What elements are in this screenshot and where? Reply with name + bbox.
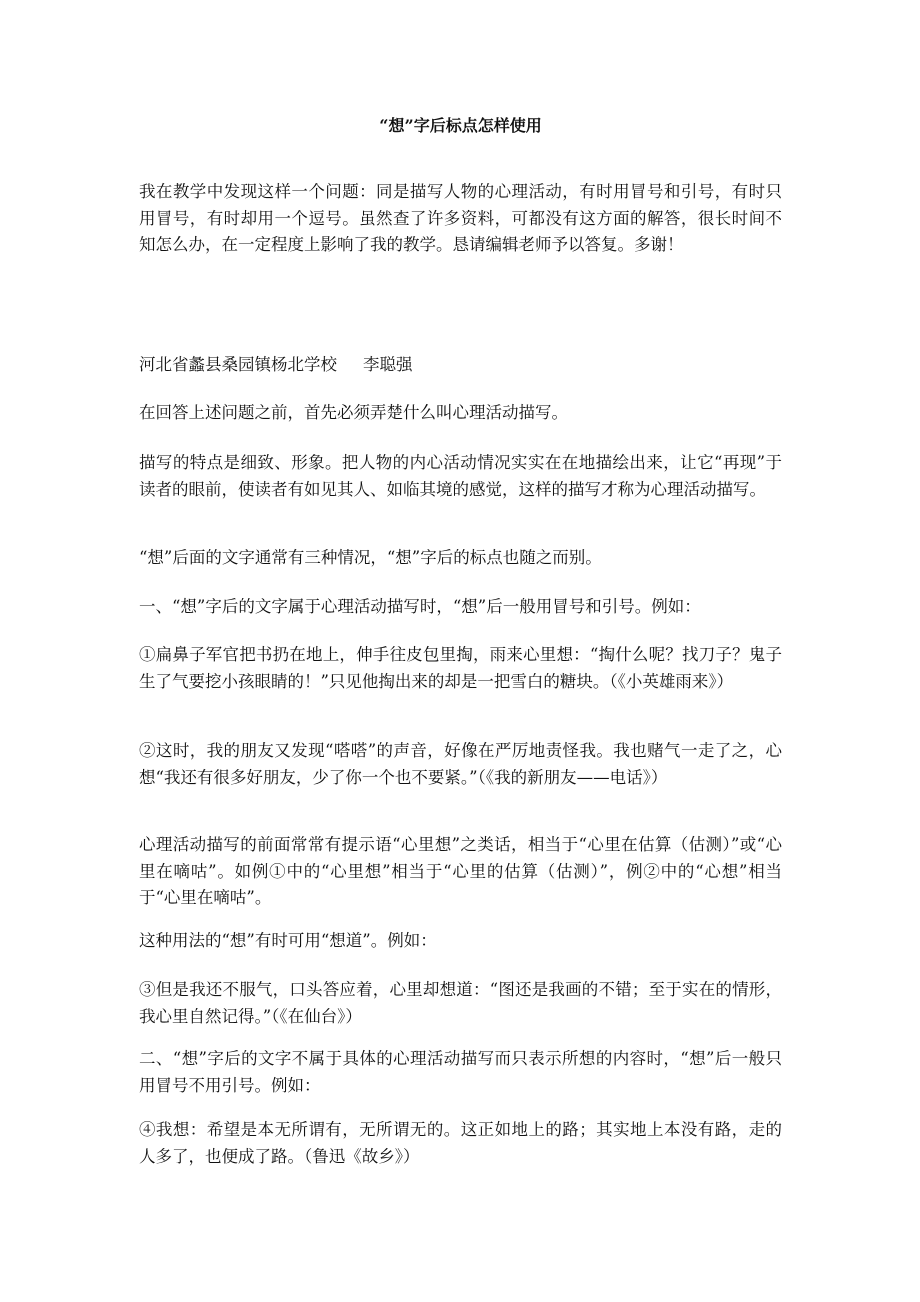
example-4: ④我想：希望是本无所谓有，无所谓无的。这正如地上的路；其实地上本没有路，走的人多了，也便成了路。（鲁迅《故乡》）	[139, 1120, 782, 1166]
author-name: 李聪强	[363, 355, 413, 374]
body-paragraph-1: 在回答上述问题之前，首先必须弄楚什么叫心理活动描写。	[139, 403, 568, 422]
example-2: ②这时，我的朋友又发现“嗒嗒”的声音，好像在严厉地责怪我。我也赌气一走了之，心想“我还有很多好朋友，少了你一个也不要紧。”（《我的新朋友——电话》）	[139, 741, 782, 787]
body-paragraph-6: 这种用法的“想”有时可用“想道”。例如：	[139, 931, 437, 950]
example-1: ①扁鼻子军官把书扔在地上，伸手往皮包里掏，雨来心里想：“掏什么呢？找刀子？鬼子生了气要挖小孩眼睛的！”只见他掏出来的却是一把雪白的糖块。（《小英雄雨来》）	[139, 645, 782, 691]
body-paragraph-5: 心理活动描写的前面常常有提示语“心里想”之类话，相当于“心里在估算（估测）”或“心里在嘀咕”。如例①中的“心里想”相当于“心里的估算（估测）”，例②中的“心想”相当于“心里在嘀咕”。	[139, 835, 782, 907]
body-paragraph-2: 描写的特点是细致、形象。把人物的内心活动情况实实在在地描绘出来，让它“再现”于读者的眼前，使读者有如见其人、如临其境的感觉，这样的描写才称为心理活动描写。	[139, 453, 782, 499]
author-school: 河北省蠡县桑园镇杨北学校	[139, 355, 337, 374]
body-paragraph-7: 二、“想”字后的文字不属于具体的心理活动描写而只表示所想的内容时，“想”后一般只用冒号不用引号。例如：	[139, 1049, 782, 1095]
example-3: ③但是我还不服气，口头答应着，心里却想道：“图还是我画的不错；至于实在的情形，我心里自然记得。”（《在仙台》）	[139, 980, 782, 1026]
question-paragraph: 我在教学中发现这样一个问题：同是描写人物的心理活动，有时用冒号和引号，有时只用冒号，有时却用一个逗号。虽然查了许多资料，可都没有这方面的解答，很长时间不知怎么办，在一定程度上影响了我的教学。恳请编辑老师予以答复。多谢！	[139, 182, 782, 254]
body-paragraph-3: “想”后面的文字通常有三种情况，“想”字后的标点也随之而别。	[139, 548, 602, 567]
author-line	[139, 352, 782, 379]
document-title: “想”字后标点怎样使用	[379, 116, 542, 135]
body-paragraph-4: 一、“想”字后的文字属于心理活动描写时，“想”后一般用冒号和引号。例如：	[139, 597, 701, 616]
